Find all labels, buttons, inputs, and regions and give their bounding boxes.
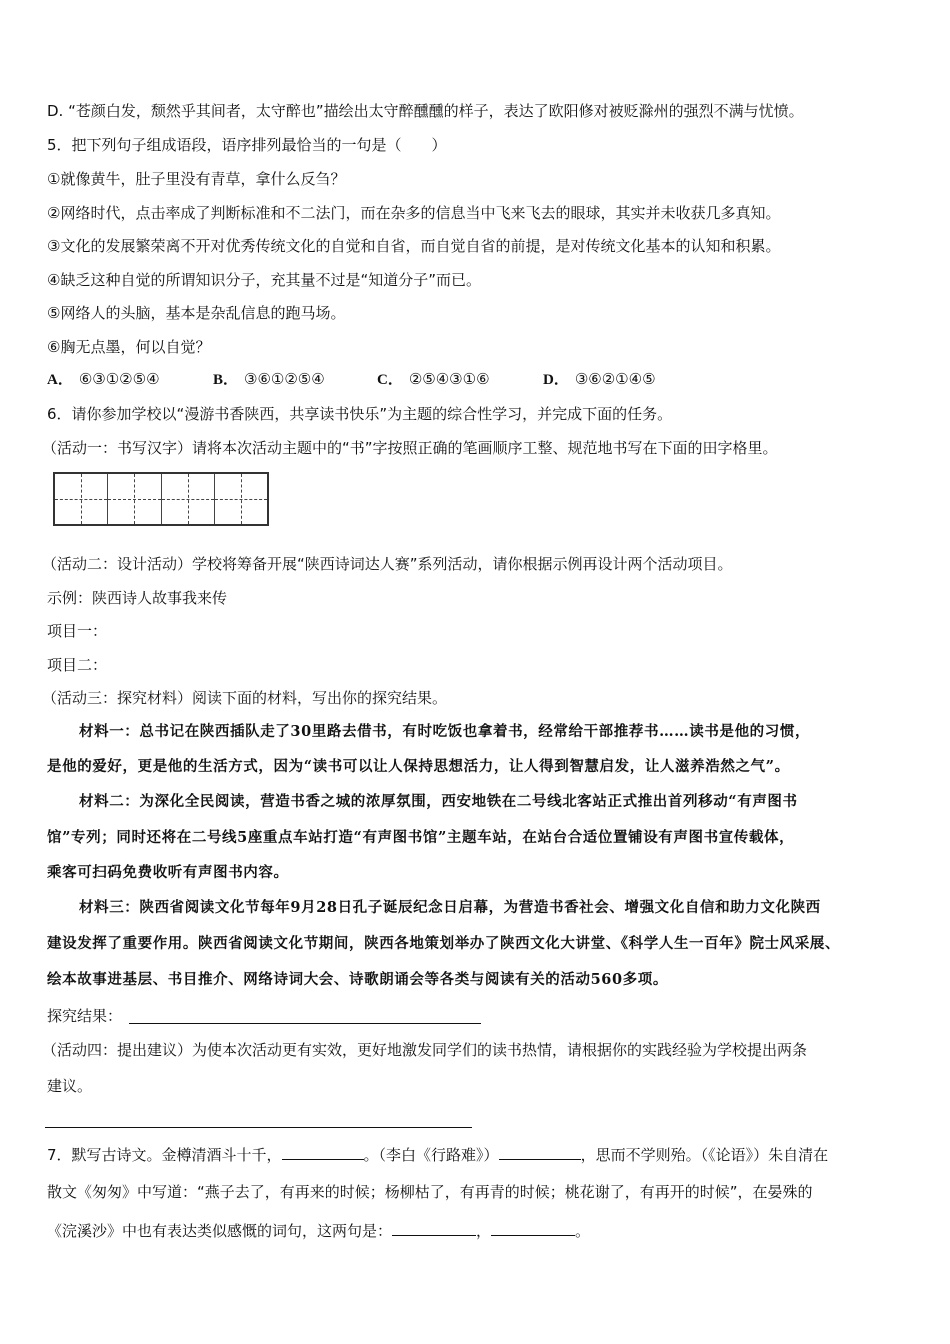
q4-option-d: D. “苍颜白发，颓然乎其间者，太守醉也”描绘出太守醉醺醺的样子，表达了欧阳修对被贬滁州的强烈不满与忧愤。 — [47, 102, 804, 120]
q5-options — [47, 369, 747, 389]
material-3-line-3: 绘本故事进基层、书目推介、网络诗词大会、诗歌朗诵会等各类与阅读有关的活动560多项。 — [47, 971, 668, 988]
q6-item-1: 项目一： — [47, 622, 108, 640]
q5-stem: 5．把下列句子组成语段，语序排列最恰当的一句是（ ） — [47, 136, 447, 154]
material-1-line-2: 是他的爱好，更是他的生活方式，因为“读书可以让人保持思想活力，让人得到智慧启发，让人滋养浩然之气”。 — [47, 758, 790, 775]
q6-example: 示例：陕西诗人故事我来传 — [47, 589, 228, 607]
tianzige-cell[interactable] — [161, 474, 214, 524]
q5-option-a[interactable] — [47, 369, 160, 390]
q5-sentence-1: ①就像黄牛，肚子里没有青草，拿什么反刍？ — [47, 170, 346, 188]
option-value: ⑥③①②⑤④ — [78, 370, 160, 388]
material-2-line-2: 馆”专列；同时还将在二号线5座重点车站打造“有声图书馆”主题车站，在站台合适位置铺设有声图书宣传载体， — [47, 829, 795, 846]
q5-sentence-4: ④缺乏这种自觉的所谓知识分子，充其量不过是“知道分子”而已。 — [47, 271, 481, 289]
tianzige-grid[interactable] — [53, 472, 269, 526]
option-value: ③⑥②①④⑤ — [574, 370, 656, 388]
q7-line-1 — [47, 1144, 828, 1165]
tianzige-cell[interactable] — [107, 474, 160, 524]
q7-blank-1[interactable] — [282, 1144, 364, 1160]
q6-activity-4-line-2: 建议。 — [47, 1077, 93, 1095]
material-3-line-1: 材料三：陕西省阅读文化节每年9月28日孔子诞辰纪念日启幕，为营造书香社会、增强文化自信和助力文化陕西 — [79, 899, 821, 916]
q7-line-3 — [47, 1220, 590, 1241]
q7-text: 。 — [575, 1222, 591, 1240]
q6-activity-3: （活动三：探究材料）阅读下面的材料，写出你的探究结果。 — [42, 689, 448, 707]
q7-text: 7．默写古诗文。金樽清酒斗十千， — [47, 1146, 282, 1164]
q7-text: ，思而不学则殆。（《论语》）朱自清在 — [580, 1146, 829, 1164]
q7-text: ， — [476, 1222, 492, 1240]
option-label: B． — [213, 372, 239, 388]
q6-activity-2: （活动二：设计活动）学校将筹备开展“陕西诗词达人赛”系列活动，请你根据示例再设计两个活动项目。 — [42, 555, 733, 573]
q5-sentence-2: ②网络时代，点击率成了判断标准和不二法门，而在杂多的信息当中飞来飞去的眼球，其实并未收获几多真知。 — [47, 204, 781, 222]
q5-sentence-5: ⑤网络人的头脑，基本是杂乱信息的跑马场。 — [47, 304, 346, 322]
q7-line-2: 散文《匆匆》中写道：“燕子去了，有再来的时候；杨柳枯了，有再青的时候；桃花谢了，有再开的时候”，在晏殊的 — [47, 1183, 813, 1201]
q6-stem: 6．请你参加学校以“漫游书香陕西，共享读书快乐”为主题的综合性学习，并完成下面的任务。 — [47, 405, 673, 423]
q6-item-2: 项目二： — [47, 656, 108, 674]
material-2-line-1: 材料二：为深化全民阅读，营造书香之城的浓厚氛围，西安地铁在二号线北客站正式推出首列移动“有声图书 — [79, 793, 798, 810]
q7-blank-4[interactable] — [491, 1220, 575, 1236]
tianzige-cell[interactable] — [55, 474, 107, 524]
q6-activity-4-line-1: （活动四：提出建议）为使本次活动更有实效，更好地激发同学们的读书热情，请根据你的实践经验为学校提出两条 — [42, 1041, 808, 1059]
q7-text: 《浣溪沙》中也有表达类似感慨的词句，这两句是： — [47, 1222, 393, 1240]
material-3-line-2: 建设发挥了重要作用。陕西省阅读文化节期间，陕西各地策划举办了陕西文化大讲堂、《科学人生一百年》院士风采展、 — [47, 935, 841, 952]
q5-option-b[interactable] — [213, 369, 325, 390]
result-label: 探究结果： — [47, 1007, 123, 1025]
result-answer-line[interactable] — [129, 1023, 481, 1024]
q7-blank-2[interactable] — [499, 1144, 581, 1160]
option-value: ③⑥①②⑤④ — [244, 370, 325, 388]
q5-option-c[interactable] — [377, 369, 490, 390]
q5-sentence-3: ③文化的发展繁荣离不开对优秀传统文化的自觉和自省，而自觉自省的前提，是对传统文化基本的认知和积累。 — [47, 237, 781, 255]
option-label: A． — [47, 372, 73, 388]
q7-text: 。（李白《行路难》） — [363, 1146, 499, 1164]
option-label: C． — [377, 372, 403, 388]
q5-option-d[interactable] — [543, 369, 656, 390]
material-2-line-3: 乘客可扫码免费收听有声图书内容。 — [47, 864, 289, 881]
option-label: D． — [543, 372, 569, 388]
option-value: ②⑤④③①⑥ — [408, 370, 490, 388]
q6-activity-1: （活动一：书写汉字）请将本次活动主题中的“书”字按照正确的笔画顺序工整、规范地书写在下面的田字格里。 — [42, 439, 778, 457]
suggestion-answer-line[interactable] — [45, 1127, 472, 1128]
tianzige-cell[interactable] — [214, 474, 267, 524]
q5-sentence-6: ⑥胸无点墨，何以自觉？ — [47, 338, 211, 356]
material-1-line-1: 材料一：总书记在陕西插队走了30里路去借书，有时吃饭也拿着书，经常给干部推荐书……读书是他的习惯， — [79, 723, 811, 740]
q7-blank-3[interactable] — [392, 1220, 476, 1236]
